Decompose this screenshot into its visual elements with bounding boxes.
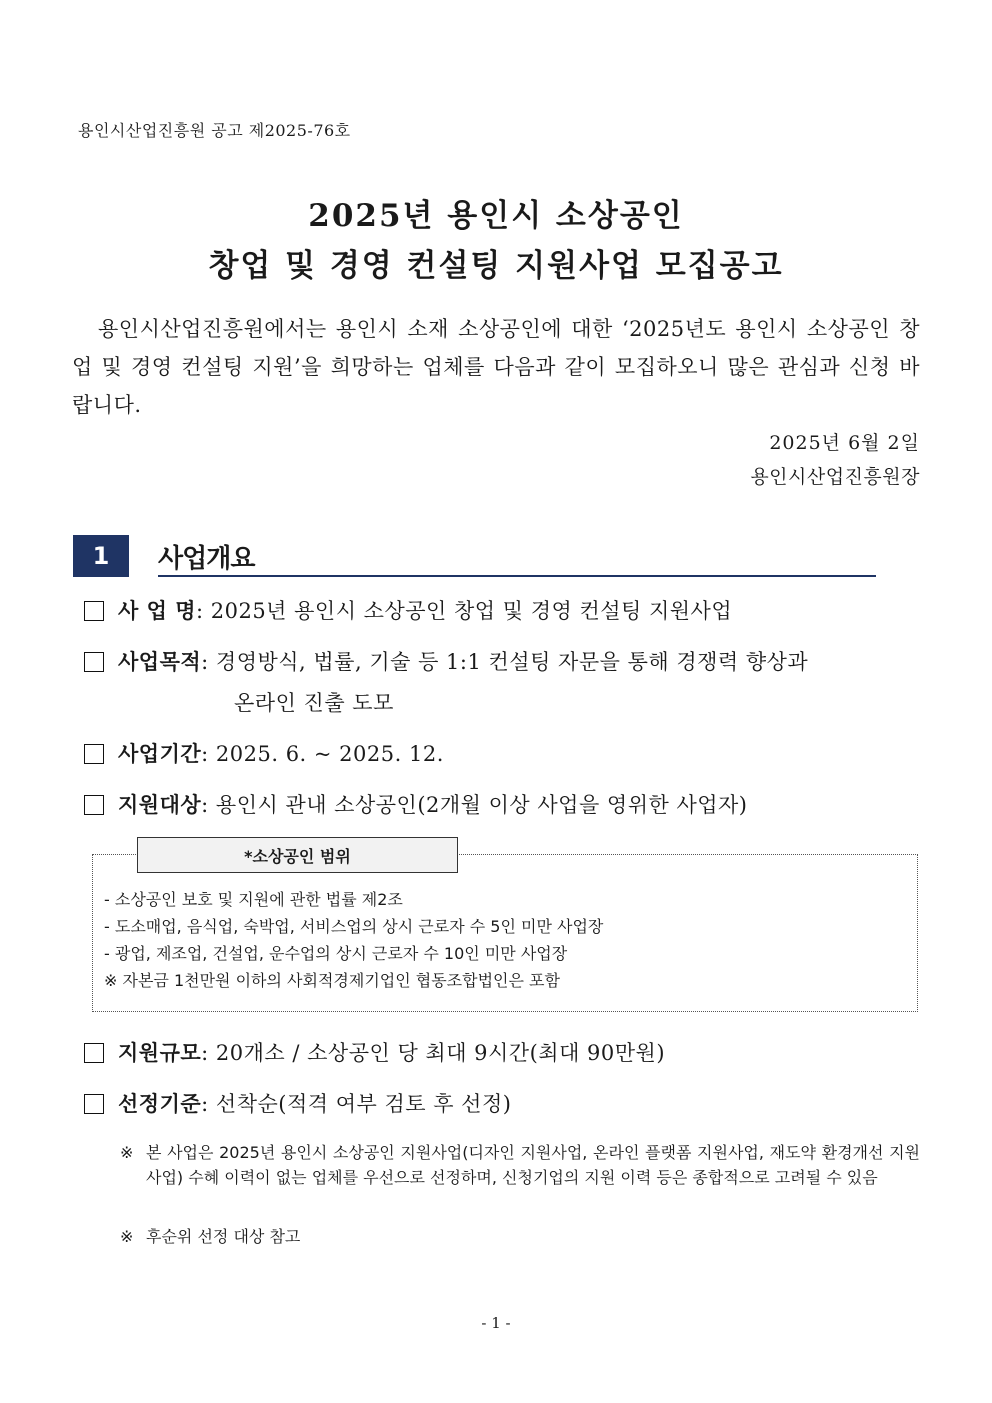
section-underline (158, 575, 876, 577)
note-item (120, 1224, 920, 1249)
page-title-line1: 2025년 용인시 소상공인 (308, 198, 684, 234)
item-label: 사업기간 (118, 741, 202, 766)
scope-box-tag: *소상공인 범위 (137, 837, 458, 873)
section-title: 사업개요 (158, 544, 255, 574)
checkbox-icon (84, 601, 104, 621)
note-text: 본 사업은 2025년 용인시 소상공인 지원사업(디자인 지원사업, 온라인 플랫폼 지원사업, 재도약 환경개선 지원사업) 수혜 이력이 없는 업체를 우선으로 선정하며, 신청기업의 지원 이력 등은 종합적으로 고려될 수 있음 (146, 1143, 920, 1187)
item-value: : 용인시 관내 소상공인(2개월 이상 사업을 영위한 사업자) (201, 793, 748, 817)
note-item (120, 1140, 920, 1190)
page-title-line2: 창업 및 경영 컨설팅 지원사업 모집공고 (208, 248, 784, 284)
checkbox-icon (84, 744, 104, 764)
note-text: 후순위 선정 대상 참고 (146, 1227, 301, 1246)
overview-item-scale (84, 1032, 665, 1074)
item-value: : 선착순(적격 여부 검토 후 선정) (201, 1092, 512, 1116)
note-mark: ※ (120, 1143, 134, 1162)
scope-line: - 광업, 제조업, 건설업, 운수업의 상시 근로자 수 10인 미만 사업장 (104, 944, 568, 963)
overview-item-purpose (84, 641, 808, 683)
scope-box-lines (104, 886, 603, 994)
checkbox-icon (84, 652, 104, 672)
issuer-name: 용인시산업진흥원장 (750, 466, 920, 488)
notice-number: 용인시산업진흥원 공고 제2025-76호 (78, 121, 351, 140)
page-number: - 1 - (481, 1314, 511, 1332)
scope-line: - 소상공인 보호 및 지원에 관한 법률 제2조 (104, 890, 403, 909)
overview-item-target (84, 784, 748, 826)
checkbox-icon (84, 1094, 104, 1114)
overview-item-period (84, 733, 444, 775)
item-label: 지원대상 (118, 792, 202, 817)
item-label: 사 업 명 (118, 598, 196, 623)
checkbox-icon (84, 795, 104, 815)
item-value: : 2025. 6. ~ 2025. 12. (201, 742, 444, 766)
intro-paragraph: 용인시산업진흥원에서는 용인시 소재 소상공인에 대한 ‘2025년도 용인시 소상공인 창업 및 경영 컨설팅 지원’을 희망하는 업체를 다음과 같이 모집하오니 많은 관심과 신청 바랍니다. (72, 317, 920, 417)
announcement-date: 2025년 6월 2일 (769, 432, 920, 454)
checkbox-icon (84, 1043, 104, 1063)
item-label: 선정기준 (118, 1091, 202, 1116)
overview-item-criteria (84, 1083, 511, 1125)
note-mark: ※ (120, 1227, 134, 1246)
scope-line: ※ 자본금 1천만원 이하의 사회적경제기업인 협동조합법인은 포함 (104, 971, 560, 990)
section-number-badge: 1 (73, 535, 129, 577)
item-value-continued: 온라인 진출 도모 (234, 691, 394, 715)
overview-item-name (84, 590, 732, 632)
item-label: 지원규모 (118, 1040, 202, 1065)
item-value: : 경영방식, 법률, 기술 등 1:1 컨설팅 자문을 통해 경쟁력 향상과 (201, 650, 809, 674)
item-value: : 20개소 / 소상공인 당 최대 9시간(최대 90만원) (201, 1041, 666, 1065)
scope-line: - 도소매업, 음식업, 숙박업, 서비스업의 상시 근로자 수 5인 미만 사업장 (104, 917, 604, 936)
item-label: 사업목적 (118, 649, 202, 674)
item-value: : 2025년 용인시 소상공인 창업 및 경영 컨설팅 지원사업 (195, 599, 733, 623)
